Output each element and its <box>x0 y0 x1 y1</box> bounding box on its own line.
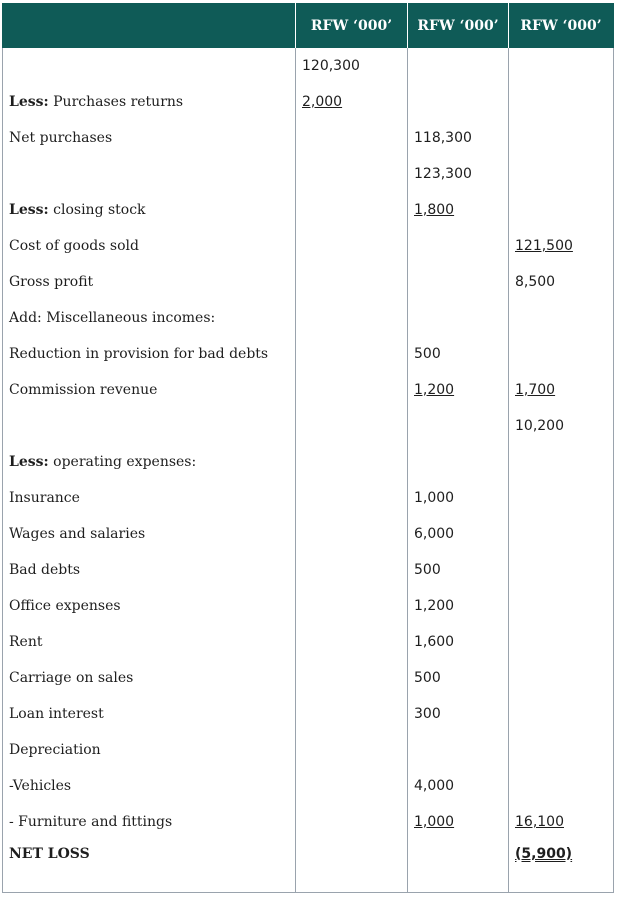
row-col-1 <box>296 372 408 408</box>
table-row <box>3 48 614 84</box>
row-col-1 <box>296 516 408 552</box>
row-col-1 <box>296 408 408 444</box>
row-label: Cost of goods sold <box>3 228 296 264</box>
row-col-2: 300 <box>408 696 509 732</box>
row-col-3 <box>509 156 614 192</box>
table-row <box>3 516 614 552</box>
row-col-3 <box>509 660 614 696</box>
table-row <box>3 192 614 228</box>
row-col-1 <box>296 840 408 893</box>
row-col-1 <box>296 552 408 588</box>
row-label: Wages and salaries <box>3 516 296 552</box>
table-row <box>3 444 614 480</box>
row-col-1 <box>296 660 408 696</box>
row-col-3 <box>509 120 614 156</box>
table-row <box>3 696 614 732</box>
row-label: Bad debts <box>3 552 296 588</box>
row-label: Insurance <box>3 480 296 516</box>
row-col-2: 4,000 <box>408 768 509 804</box>
row-col-1 <box>296 588 408 624</box>
row-col-3 <box>509 552 614 588</box>
table-row-net-loss <box>3 840 614 893</box>
row-col-3: (5,900) <box>509 840 614 893</box>
row-col-2 <box>408 732 509 768</box>
row-col-2: 500 <box>408 336 509 372</box>
table-row <box>3 480 614 516</box>
row-col-3 <box>509 624 614 660</box>
row-col-2 <box>408 300 509 336</box>
row-label: Rent <box>3 624 296 660</box>
row-col-2: 1,800 <box>408 192 509 228</box>
row-col-3 <box>509 444 614 480</box>
header-col-1: RFW ‘000’ <box>296 3 408 48</box>
row-col-2: 118,300 <box>408 120 509 156</box>
table-row <box>3 408 614 444</box>
row-label: Less: closing stock <box>3 192 296 228</box>
table-row <box>3 156 614 192</box>
table-row <box>3 84 614 120</box>
row-col-2: 500 <box>408 660 509 696</box>
row-col-2: 1,200 <box>408 588 509 624</box>
row-label: Less: Purchases returns <box>3 84 296 120</box>
row-col-1 <box>296 768 408 804</box>
table-row <box>3 768 614 804</box>
row-label: Gross profit <box>3 264 296 300</box>
row-col-1 <box>296 264 408 300</box>
row-col-2: 1,200 <box>408 372 509 408</box>
row-col-1 <box>296 120 408 156</box>
row-label <box>3 156 296 192</box>
row-label <box>3 408 296 444</box>
table-row <box>3 552 614 588</box>
row-col-2: 123,300 <box>408 156 509 192</box>
row-col-3 <box>509 732 614 768</box>
row-col-3 <box>509 300 614 336</box>
row-col-3 <box>509 768 614 804</box>
row-col-2 <box>408 228 509 264</box>
row-label: NET LOSS <box>3 840 296 893</box>
row-col-3 <box>509 480 614 516</box>
row-col-2 <box>408 264 509 300</box>
table-row <box>3 372 614 408</box>
row-col-2: 500 <box>408 552 509 588</box>
row-col-2: 1,600 <box>408 624 509 660</box>
row-col-1 <box>296 336 408 372</box>
row-col-3 <box>509 48 614 84</box>
row-col-1 <box>296 228 408 264</box>
row-col-3 <box>509 192 614 228</box>
row-col-3 <box>509 696 614 732</box>
row-label: Loan interest <box>3 696 296 732</box>
header-col-2: RFW ‘000’ <box>408 3 509 48</box>
row-label: Carriage on sales <box>3 660 296 696</box>
row-col-3: 10,200 <box>509 408 614 444</box>
row-col-3 <box>509 588 614 624</box>
row-col-2 <box>408 840 509 893</box>
row-col-1 <box>296 192 408 228</box>
row-col-3: 121,500 <box>509 228 614 264</box>
row-col-3 <box>509 84 614 120</box>
row-col-2: 6,000 <box>408 516 509 552</box>
row-col-2: 1,000 <box>408 480 509 516</box>
table-row <box>3 660 614 696</box>
table-row <box>3 732 614 768</box>
row-col-1 <box>296 444 408 480</box>
row-label: Depreciation <box>3 732 296 768</box>
row-label: Net purchases <box>3 120 296 156</box>
row-col-3: 1,700 <box>509 372 614 408</box>
row-col-1: 120,300 <box>296 48 408 84</box>
row-label: Add: Miscellaneous incomes: <box>3 300 296 336</box>
row-label: Less: operating expenses: <box>3 444 296 480</box>
row-label: Reduction in provision for bad debts <box>3 336 296 372</box>
statement-table-wrapper <box>2 3 613 893</box>
table-row <box>3 228 614 264</box>
row-label: -Vehicles <box>3 768 296 804</box>
row-col-1 <box>296 480 408 516</box>
header-col-3: RFW ‘000’ <box>509 3 614 48</box>
row-col-1 <box>296 156 408 192</box>
row-col-3 <box>509 336 614 372</box>
table-row <box>3 624 614 660</box>
row-col-3: 8,500 <box>509 264 614 300</box>
table-header-row <box>3 3 614 48</box>
table-row <box>3 120 614 156</box>
row-label: Office expenses <box>3 588 296 624</box>
table-row <box>3 264 614 300</box>
row-col-1 <box>296 300 408 336</box>
table-row <box>3 336 614 372</box>
row-col-1 <box>296 624 408 660</box>
row-label: - Furniture and fittings <box>3 804 296 840</box>
row-col-1: 2,000 <box>296 84 408 120</box>
row-col-1 <box>296 804 408 840</box>
table-row <box>3 588 614 624</box>
row-col-3 <box>509 516 614 552</box>
row-col-2 <box>408 48 509 84</box>
row-label <box>3 48 296 84</box>
row-col-2 <box>408 408 509 444</box>
table-row <box>3 300 614 336</box>
row-col-1 <box>296 696 408 732</box>
income-statement-table <box>2 3 614 893</box>
row-col-1 <box>296 732 408 768</box>
header-label-cell <box>3 3 296 48</box>
row-col-2 <box>408 444 509 480</box>
row-label: Commission revenue <box>3 372 296 408</box>
row-col-2 <box>408 84 509 120</box>
row-col-2: 1,000 <box>408 804 509 840</box>
table-row <box>3 804 614 840</box>
row-col-3: 16,100 <box>509 804 614 840</box>
